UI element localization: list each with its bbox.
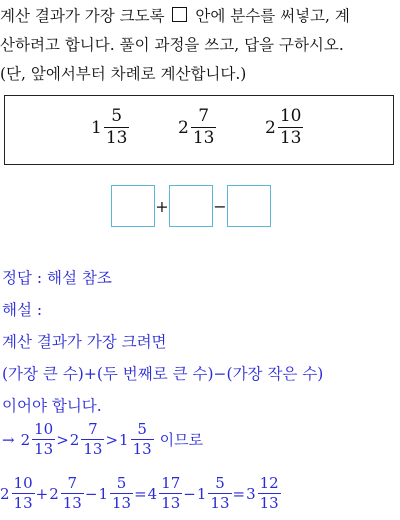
explanation-label: 해설 : <box>2 301 43 319</box>
compare-3-numerator: 5 <box>137 420 147 438</box>
compare-2-denominator: 13 <box>83 440 103 458</box>
calc-1-denominator: 13 <box>13 494 33 512</box>
compare-2-numerator: 7 <box>88 420 98 438</box>
explanation-line-3: 이어야 합니다. <box>2 397 102 415</box>
card-3-numerator: 10 <box>279 106 302 126</box>
calc-equals-2: = <box>232 484 246 503</box>
minus-operator: − <box>213 196 227 216</box>
calc-equals-1: = <box>134 484 147 503</box>
compare-1-denominator: 13 <box>34 440 54 458</box>
card-3-whole: 2 <box>265 117 276 138</box>
number-card-2 <box>178 108 216 147</box>
problem-line-3: (단, 앞에서부터 차례로 계산합니다.) <box>0 65 247 83</box>
calc-6-whole: 3 <box>246 484 256 503</box>
problem-statement <box>0 2 400 89</box>
calc-plus: + <box>35 484 49 503</box>
card-2-whole: 2 <box>178 117 189 138</box>
card-3-denominator: 13 <box>279 128 302 148</box>
card-1-numerator: 5 <box>111 106 123 126</box>
answer-blank-row <box>111 184 271 228</box>
problem-line-1 <box>0 2 400 31</box>
number-card-3 <box>265 108 303 147</box>
plus-operator: + <box>155 196 169 216</box>
compare-3-denominator: 13 <box>132 440 152 458</box>
calculation-line <box>0 476 281 511</box>
calc-5-whole: 1 <box>196 484 207 503</box>
problem-line-1-after: 안에 분수를 써넣고, 계 <box>195 7 350 25</box>
calc-minus-1: − <box>84 484 98 503</box>
calc-3-numerator: 5 <box>116 474 127 492</box>
problem-line-1-before: 계산 결과가 가장 크도록 <box>0 7 165 25</box>
calc-4-whole: 4 <box>147 484 158 503</box>
calc-6-numerator: 12 <box>259 474 279 492</box>
calc-2-denominator: 13 <box>62 494 82 512</box>
comparison-line <box>2 422 203 457</box>
card-1-whole: 1 <box>91 117 102 138</box>
card-1-denominator: 13 <box>105 128 128 148</box>
calc-2-numerator: 7 <box>67 474 78 492</box>
calc-5-numerator: 5 <box>215 474 225 492</box>
compare-1-numerator: 10 <box>34 420 54 438</box>
explanation-line-2: (가장 큰 수)+(두 번째로 큰 수)−(가장 작은 수) <box>2 365 324 383</box>
card-2-numerator: 7 <box>198 106 210 126</box>
calc-1-whole: 2 <box>0 484 10 503</box>
calc-3-whole: 1 <box>98 484 108 503</box>
explanation-line-1: 계산 결과가 가장 크려면 <box>2 333 167 351</box>
greater-than-2: > <box>105 430 119 449</box>
calc-5-denominator: 13 <box>210 494 230 512</box>
compare-2-whole: 2 <box>69 430 80 449</box>
answer-blank-3[interactable] <box>227 185 271 227</box>
blank-box-icon <box>172 7 187 22</box>
card-2-denominator: 13 <box>192 128 215 148</box>
calc-3-denominator: 13 <box>111 494 132 512</box>
greater-than-1: > <box>56 430 69 449</box>
calc-4-denominator: 13 <box>161 494 181 512</box>
compare-1-whole: 2 <box>20 430 31 449</box>
calc-6-denominator: 13 <box>259 494 279 512</box>
calc-minus-2: − <box>183 484 196 503</box>
problem-line-2: 산하려고 합니다. 풀이 과정을 쓰고, 답을 구하시오. <box>0 36 344 54</box>
therefore-text: 이므로 <box>159 431 204 449</box>
number-cards-box <box>4 95 394 165</box>
number-card-1 <box>91 108 129 147</box>
arrow-icon: → <box>2 430 15 449</box>
answer-line: 정답 : 해설 참조 <box>2 269 112 287</box>
answer-blank-2[interactable] <box>169 185 213 227</box>
calc-1-numerator: 10 <box>13 474 33 492</box>
calc-2-whole: 2 <box>49 484 59 503</box>
calc-4-numerator: 17 <box>161 474 181 492</box>
answer-blank-1[interactable] <box>111 185 155 227</box>
compare-3-whole: 1 <box>119 430 129 449</box>
